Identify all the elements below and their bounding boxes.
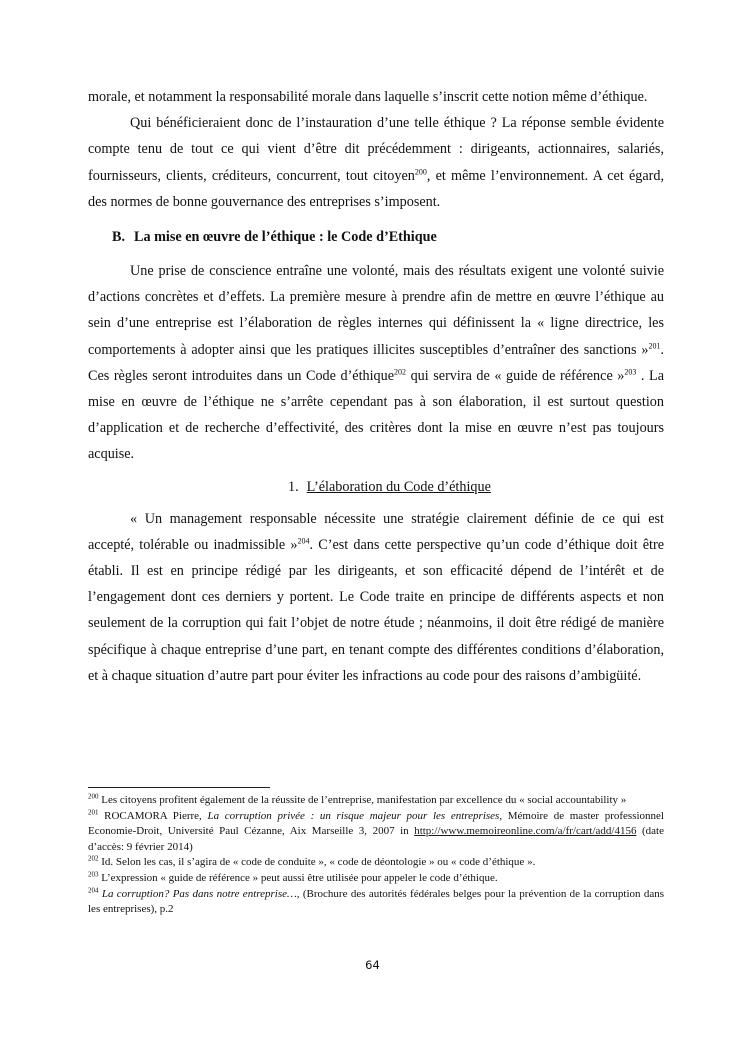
paragraph-3-text-a: Une prise de conscience entraîne une volonté, mais des résultats exigent une volonté suivie d’actions concrètes et d’effets. La première mesure à prendre afin de mettre en œuvre l’éthique au sein d’une entreprise est l’élaboration de règles internes qui définissent la « ligne directrice, les comportements à adopter ainsi que les pratiques illicites susceptibles d’entraîner des sanctions » xyxy=(88,263,664,358)
footnote-203 xyxy=(88,871,664,887)
paragraph-2-text-a: Qui bénéficieraient donc de l’instauration d’une telle éthique ? La réponse semble évidente compte tenu de tout ce qui vient d’être dit précédemment : dirigeants, actionnaires, salariés, fournisseurs, clients, créditeurs, concurrent, tout citoyen xyxy=(88,115,664,184)
footnote-202 xyxy=(88,855,664,871)
footnote-204 xyxy=(88,887,664,918)
subsection-heading-1-number: 1. xyxy=(288,478,299,495)
footnote-ref-200[interactable]: 200 xyxy=(414,166,427,176)
footnote-204-number: 204 xyxy=(88,885,99,894)
paragraph-3 xyxy=(88,258,664,468)
paragraph-3-text-d: . La mise en œuvre de l’éthique ne s’arrête cependant pas à son élaboration, il est surtout question d’application et de recherche d’effectivité, des critères dont la mise en œuvre n’est pas toujours acquise. xyxy=(88,367,664,463)
footnote-201-author: ROCAMORA Pierre, xyxy=(98,809,208,822)
paragraph-3-text-b: . Ces règles seront introduites dans un Code d’éthique xyxy=(88,341,664,384)
footnote-ref-202[interactable]: 202 xyxy=(394,367,407,377)
paragraph-4-text-a: « Un management responsable nécessite une stratégie clairement définie de ce qui est accepté, tolérable ou inadmissible » xyxy=(88,510,664,553)
subsection-heading-1-title: L’élaboration du Code d’éthique xyxy=(306,478,491,495)
footnote-202-text: Id. Selon les cas, il s’agira de « code de conduite », « code de déontologie » ou « code d’éthique ». xyxy=(98,856,536,869)
footnote-204-text: (Brochure des autorités fédérales belges pour la prévention de la corruption dans les entreprises), p.2 xyxy=(88,887,665,916)
paragraph-2-text-b: , et même l’environnement. A cet égard, des normes de bonne gouvernance des entreprises s’imposent. xyxy=(88,167,664,210)
paragraph-1-text: morale, et notamment la responsabilité morale dans laquelle s’inscrit cette notion même d’éthique. xyxy=(88,89,648,105)
footnote-ref-203[interactable]: 203 xyxy=(624,367,637,377)
footnote-203-text: L’expression « guide de référence » peut aussi être utilisée pour appeler le code d’éthique. xyxy=(98,871,498,884)
footnote-204-title: La corruption? Pas dans notre entreprise…, xyxy=(98,887,300,900)
paragraph-3-text-c: qui servira de « guide de référence » xyxy=(406,367,625,384)
footnote-203-number: 203 xyxy=(88,870,99,879)
footnote-201-number: 201 xyxy=(88,807,99,816)
footnote-201-link[interactable]: http://www.memoireonline.com/a/fr/cart/add/4156 xyxy=(414,825,637,838)
paragraph-4 xyxy=(88,506,664,689)
footnote-201 xyxy=(88,809,664,856)
paragraph-1 xyxy=(88,84,664,110)
subsection-heading-1 xyxy=(88,474,664,500)
section-heading-b-letter: B. xyxy=(112,229,126,246)
footnote-200-text: Les citoyens profitent également de la réussite de l’entreprise, manifestation par excellence du « social accountability » xyxy=(98,794,627,806)
footnote-201-title: La corruption privée : un risque majeur pour les entreprises xyxy=(207,809,500,822)
footnote-202-number: 202 xyxy=(88,854,99,863)
footnote-201-access-date: (date d’accès: 9 février 2014) xyxy=(88,825,664,853)
footnotes xyxy=(88,793,664,918)
footnote-separator xyxy=(88,787,270,788)
footnote-ref-201[interactable]: 201 xyxy=(648,340,661,350)
footnote-200-number: 200 xyxy=(88,792,99,801)
footnote-200 xyxy=(88,793,664,809)
paragraph-4-text-b: . C’est dans cette perspective qu’un code d’éthique doit être établi. Il est en principe rédigé par les dirigeants, et son efficacité dépend de l’intérêt et de l’engagement dont ces derniers y portent. Le Code traite en principe de différents aspects et non seulement de la corruption qui fait l’objet de notre étude ; néanmoins, il doit être rédigé de manière spécifique à chaque entreprise d’une part, en tenant compte des différentes conditions d’élaboration, et à chaque situation d’autre part pour éviter les infractions au code pour des raisons d’ambigüité. xyxy=(88,536,664,684)
section-heading-b xyxy=(112,224,664,250)
paragraph-2 xyxy=(88,110,664,215)
footnote-ref-204[interactable]: 204 xyxy=(297,536,310,546)
page-number: 64 xyxy=(365,958,380,972)
section-heading-b-title: La mise en œuvre de l’éthique : le Code d’Ethique xyxy=(134,229,437,246)
footnote-201-details: , Mémoire de master professionnel Economie-Droit, Université Paul Cézanne, Aix Marseille 3, 2007 in xyxy=(88,809,664,838)
page-body xyxy=(88,84,664,689)
